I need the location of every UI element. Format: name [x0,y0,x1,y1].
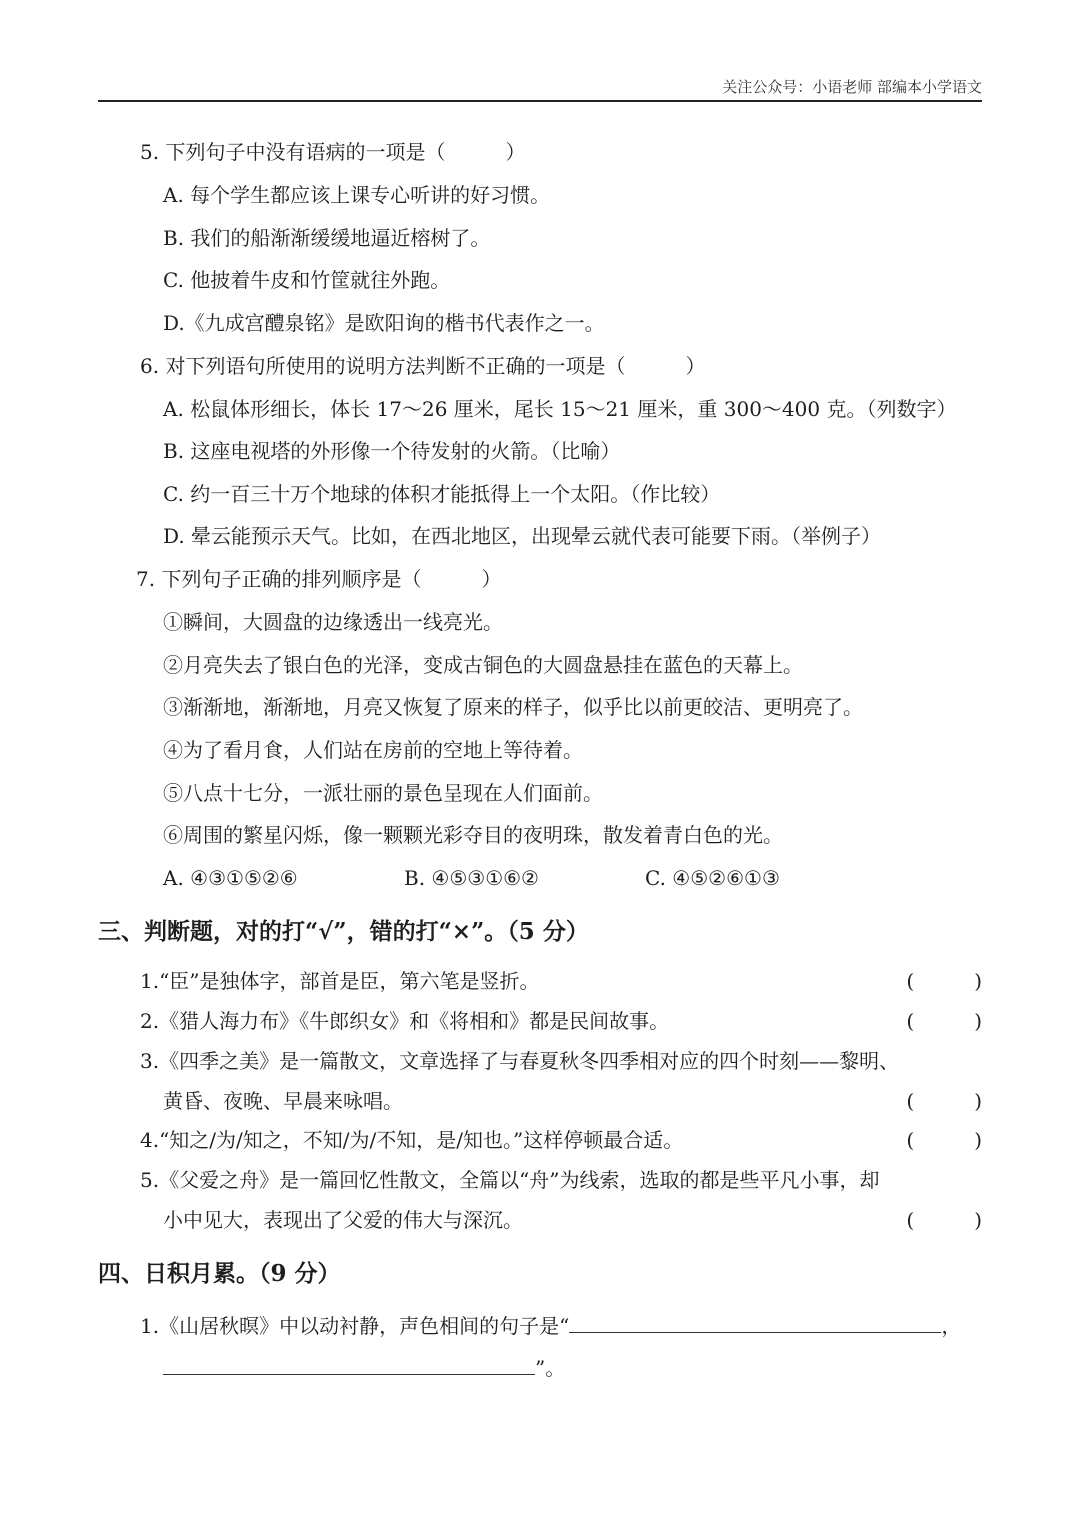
judge-answer-4[interactable]: ( ) [906,1128,982,1152]
header-text: 关注公众号：小语老师 部编本小学语文 [722,78,982,96]
judge-item-5: 5.《父爱之舟》是一篇回忆性散文，全篇以“舟”为线索，选取的都是些平凡小事，却 [140,1168,880,1192]
q6-option-c: C. 约一百三十万个地球的体积才能抵得上一个太阳。（作比较） [163,482,721,506]
judge-item-1: 1.“臣”是独体字，部首是臣，第六笔是竖折。 [140,969,540,993]
q5-option-a: A. 每个学生都应该上课专心听讲的好习惯。 [163,183,551,207]
judge-item-4: 4.“知之/为/知之，不知/为/不知，是/知也。”这样停顿最合适。 [140,1128,684,1152]
q1-end: ”。 [535,1356,566,1380]
judge-item-2: 2.《猎人海力布》《牛郎织女》和《将相和》都是民间故事。 [140,1009,670,1033]
judge-item-3: 3.《四季之美》是一篇散文，文章选择了与春夏秋冬四季相对应的四个时刻——黎明、 [140,1049,900,1073]
q5-option-b: B. 我们的船渐渐缓缓地逼近榕树了。 [163,226,491,250]
question-5-stem: 5. 下列句子中没有语病的一项是（ ） [140,140,526,164]
q7-choice-c: C. ④⑤②⑥①③ [645,866,780,890]
judge-answer-3[interactable]: ( ) [906,1089,982,1113]
accumulation-q1-cont [163,1352,565,1382]
q1-prefix: 1.《山居秋暝》中以动衬静，声色相间的句子是“ [140,1314,570,1338]
q1-answer-blank-2[interactable] [163,1352,535,1375]
judge-item-5-cont: 小中见大，表现出了父爱的伟大与深沉。 [163,1208,523,1232]
judge-answer-1[interactable]: ( ) [906,969,982,993]
q7-sentence-1: ①瞬间，大圆盘的边缘透出一线亮光。 [163,610,503,634]
q5-option-d: D.《九成宫醴泉铭》是欧阳询的楷书代表作之一。 [163,311,605,335]
q7-choice-b: B. ④⑤③①⑥② [404,866,539,890]
q1-answer-blank-1[interactable] [569,1310,941,1333]
question-7-stem: 7. 下列句子正确的排列顺序是（ ） [136,567,502,591]
question-6-stem: 6. 对下列语句所使用的说明方法判断不正确的一项是（ ） [140,354,706,378]
q6-option-b: B. 这座电视塔的外形像一个待发射的火箭。（比喻） [163,439,621,463]
accumulation-q1 [140,1310,961,1340]
judge-answer-5[interactable]: ( ) [906,1208,982,1232]
q6-option-d: D. 晕云能预示天气。比如，在西北地区，出现晕云就代表可能要下雨。（举例子） [163,524,882,548]
q7-sentence-5: ⑤八点十七分，一派壮丽的景色呈现在人们面前。 [163,781,603,805]
q1-comma: ， [941,1314,962,1338]
q7-sentence-3: ③渐渐地，渐渐地，月亮又恢复了原来的样子，似乎比以前更皎洁、更明亮了。 [163,695,863,719]
judge-item-3-cont: 黄昏、夜晚、早晨来咏唱。 [163,1089,403,1113]
q7-sentence-6: ⑥周围的繁星闪烁，像一颗颗光彩夺目的夜明珠，散发着青白色的光。 [163,823,783,847]
q7-sentence-2: ②月亮失去了银白色的光泽，变成古铜色的大圆盘悬挂在蓝色的天幕上。 [163,653,803,677]
q7-sentence-4: ④为了看月食，人们站在房前的空地上等待着。 [163,738,583,762]
q7-choice-a: A. ④③①⑤②⑥ [163,866,298,890]
page-header [98,76,982,102]
q6-option-a: A. 松鼠体形细长，体长 17～26 厘米，尾长 15～21 厘米，重 300～400 克。（列数字） [163,397,957,421]
judge-answer-2[interactable]: ( ) [906,1009,982,1033]
q5-option-c: C. 他披着牛皮和竹筐就往外跑。 [163,268,451,292]
section-4-title: 四、日积月累。（9 分） [98,1260,341,1287]
section-3-title: 三、判断题，对的打“√”，错的打“×”。（5 分） [98,918,589,945]
